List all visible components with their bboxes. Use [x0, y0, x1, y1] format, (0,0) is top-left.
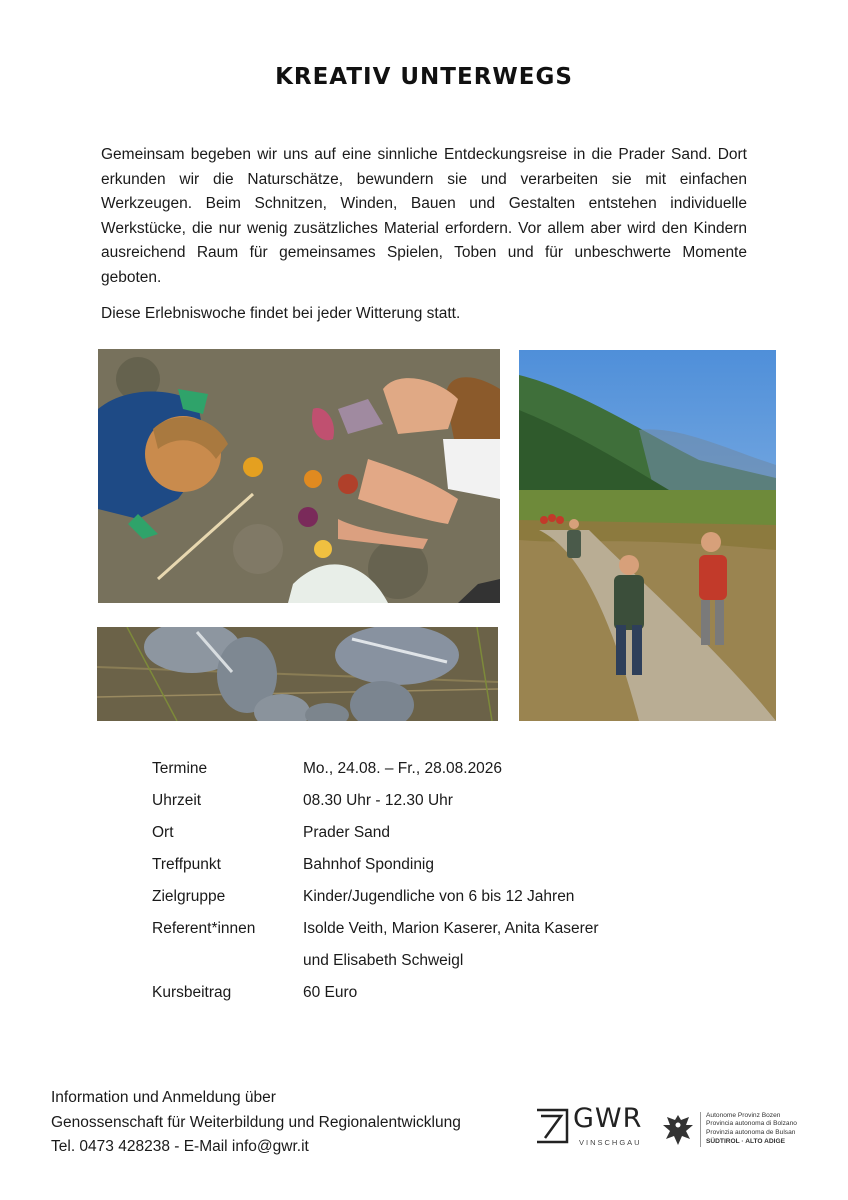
detail-label: Referent*innen	[152, 920, 256, 937]
course-details	[152, 753, 712, 1009]
children-painting-stones-photo	[98, 349, 500, 603]
weather-note: Diese Erlebniswoche findet bei jeder Witterung statt.	[101, 305, 461, 322]
footer-contact-line: Tel. 0473 428238 - E-Mail info@gwr.it	[51, 1138, 309, 1155]
province-line-it: Provincia autonoma di Bolzano	[706, 1120, 797, 1128]
footer-organisation-line: Genossenschaft für Weiterbildung und Regionalentwicklung	[51, 1113, 461, 1131]
detail-label: Treffpunkt	[152, 856, 221, 873]
gwr-logo-subtitle: VINSCHGAU	[579, 1138, 642, 1147]
detail-label: Zielgruppe	[152, 888, 226, 905]
intro-paragraph: Gemeinsam begeben wir uns auf eine sinnliche Entdeckungsreise in die Prader Sand. Dort erkunden wir die Naturschätze, bewundern sie und verarbeiten sie mit einfachen Werkzeugen. Beim Schnitzen, Winden, Bauen und Gestalten entstehen individuelle Werkstücke, die nur wenig zusätzliches Material erfordern. Vor allem aber wird den Kindern ausreichend Raum für gemeinsames Spielen, Toben und für unbeschwerte Momente geboten.	[101, 146, 747, 286]
detail-row-referentinnen	[152, 913, 712, 945]
detail-row-uhrzeit	[152, 785, 712, 817]
gwr-logo-text: GWR	[573, 1103, 643, 1134]
page-title: KREATIV UNTERWEGS	[275, 64, 573, 90]
detail-row-termine	[152, 753, 712, 785]
footer-info-line: Information und Anmeldung über	[51, 1089, 276, 1106]
province-line-bold: SÜDTIROL · ALTO ADIGE	[706, 1138, 786, 1146]
province-line-lad: Provinzia autonoma de Bulsan	[706, 1128, 796, 1136]
detail-row-kursbeitrag	[152, 977, 712, 1009]
detail-label	[152, 945, 303, 977]
river-stones-photo	[97, 627, 498, 721]
eagle-coat-of-arms-icon	[662, 1111, 694, 1149]
detail-row-referentinnen-cont	[152, 945, 712, 977]
detail-value: Prader Sand	[303, 824, 391, 841]
detail-label: Termine	[152, 760, 208, 777]
detail-value: Kinder/Jugendliche von 6 bis 12 Jahren	[303, 888, 575, 905]
detail-value: und Elisabeth Schweigl	[303, 952, 464, 969]
detail-label: Kursbeitrag	[152, 984, 232, 1001]
detail-label: Ort	[152, 824, 174, 841]
province-line-de: Autonome Provinz Bozen	[706, 1112, 781, 1119]
detail-value: Mo., 24.08. – Fr., 28.08.2026	[303, 760, 503, 777]
detail-label: Uhrzeit	[152, 792, 202, 809]
detail-row-treffpunkt	[152, 849, 712, 881]
detail-value: 60 Euro	[303, 984, 358, 1001]
province-text	[700, 1112, 797, 1147]
province-logo	[662, 1111, 812, 1153]
detail-value: Bahnhof Spondinig	[303, 856, 435, 873]
detail-row-ort	[152, 817, 712, 849]
contact-footer	[51, 1086, 531, 1160]
detail-value: 08.30 Uhr - 12.30 Uhr	[303, 792, 453, 809]
gwr-logo	[535, 1105, 650, 1151]
gwr-mark-icon	[535, 1106, 569, 1146]
children-hiking-trail-photo	[519, 350, 776, 721]
detail-row-zielgruppe	[152, 881, 712, 913]
detail-value: Isolde Veith, Marion Kaserer, Anita Kaserer	[303, 920, 599, 937]
